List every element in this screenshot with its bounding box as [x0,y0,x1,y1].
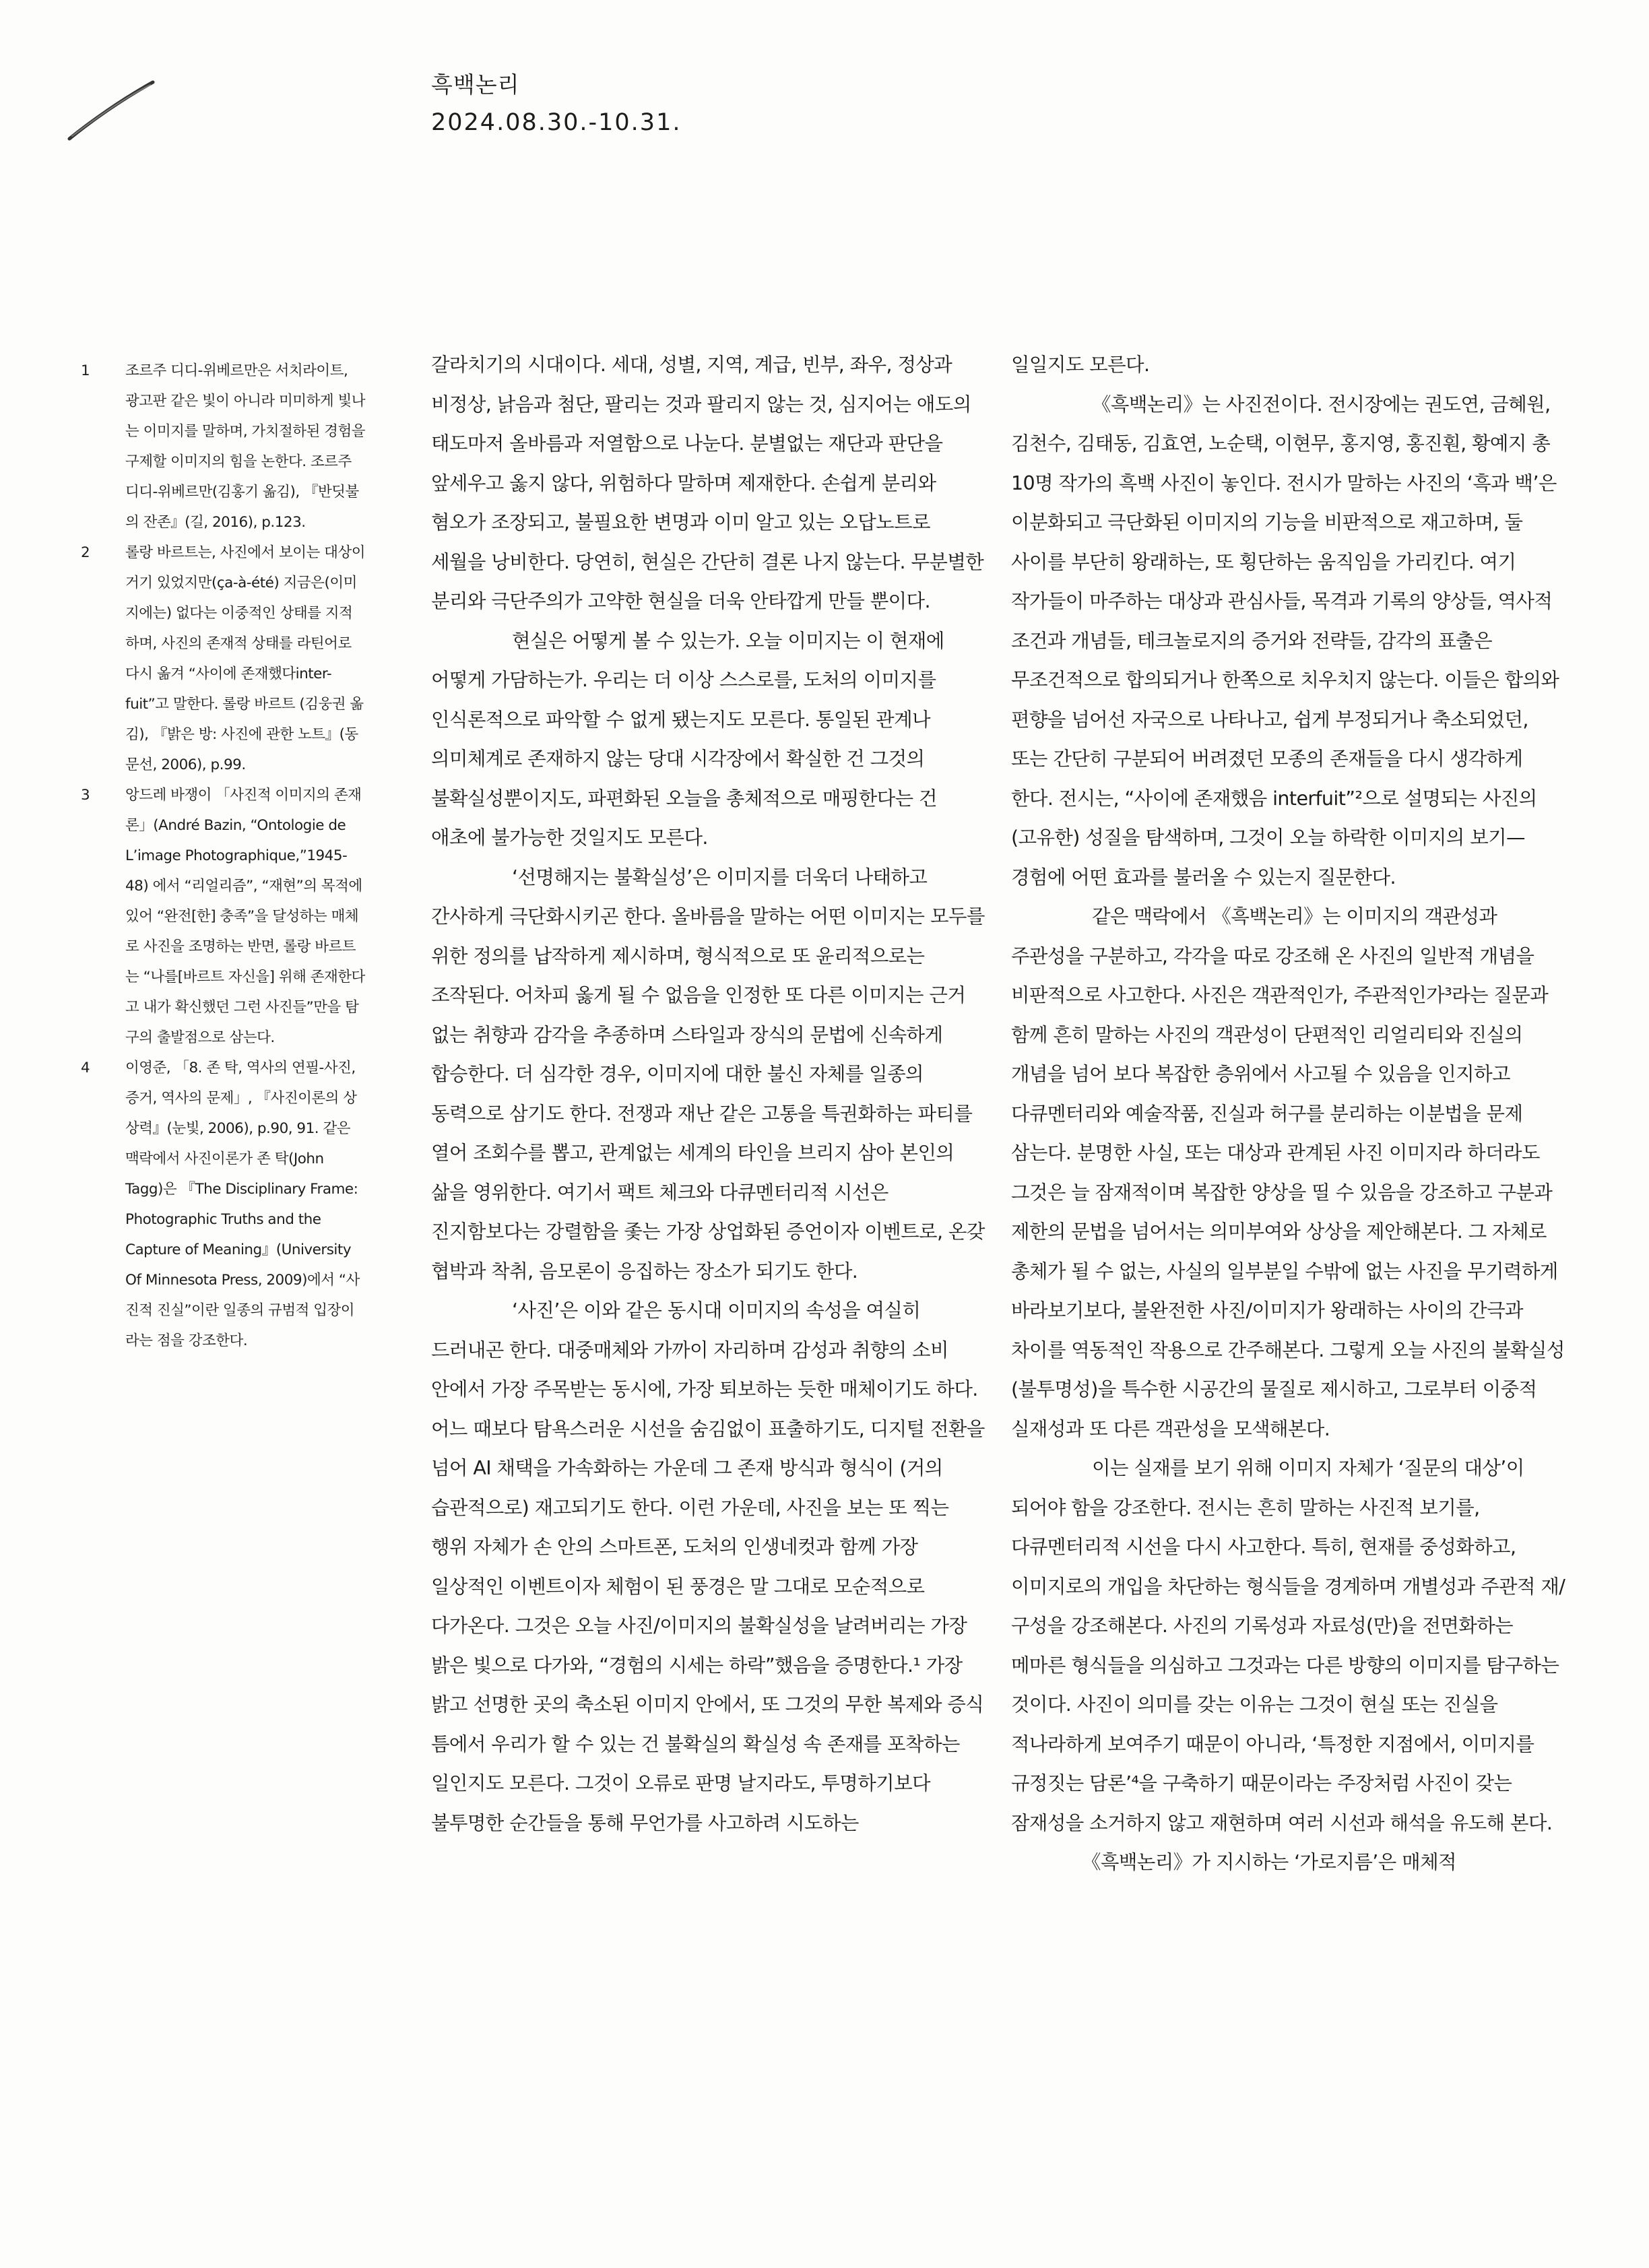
pencil-stroke-mark [64,79,158,143]
footnote-text: 앙드레 바쟁이 「사진적 이미지의 존재론」(André Bazin, “Ontologie de L’image Photographique,”1945-48) 에서 “리얼리즘”, “재현”의 목적에 있어 “완전[한] 충족”을 달성하는 매체로 사진을 조명하는 반면, 롤랑 바르트는 “나를[바르트 자신을] 위해 존재한다고 내가 확신했던 그런 사진들”만을 탐구의 출발점으로 삼는다. [125,787,365,1046]
footnote-text: 이영준, 「8. 존 탁, 역사의 연필-사진, 증거, 역사의 문제」, 『사진이론의 상상력』(눈빛, 2006), p.90, 91. 같은 맥락에서 사진이론가 존 탁(John Tagg)은 『The Disciplinary Frame: Photographic Truths and the Capture of Meaning』(University Of Minnesota Press, 2009)에서 “사진적 진실”이란 일종의 규범적 입장이라는 점을 강조한다. [125,1060,360,1349]
footnote-text: 롤랑 바르트는, 사진에서 보이는 대상이 거기 있었지만(ça-à-été) 지금은(이미지에는) 없다는 이중적인 상태를 지적하며, 사진의 존재적 상태를 라틴어로 다시 옮겨 “사이에 존재했다inter-fuit”고 말한다. 롤랑 바르트 (김웅권 옮김), 『밝은 방: 사진에 관한 노트』(동문선, 2006), p.99. [125,544,365,773]
body-paragraph: 갈라치기의 시대이다. 세대, 성별, 지역, 계급, 빈부, 좌우, 정상과 비정상, 낡음과 첨단, 팔리는 것과 팔리지 않는 것, 심지어는 애도의 태도마저 올바름과 저열함으로 나눈다. 분별없는 재단과 판단을 앞세우고 옳지 않다, 위험하다 말하며 제재한다. 손쉽게 분리와 혐오가 조장되고, 불필요한 변명과 이미 알고 있는 오답노트로 세월을 낭비한다. 당연히, 현실은 간단히 결론 나지 않는다. 무분별한 분리와 극단주의가 고약한 현실을 더욱 안타깝게 만들 뿐이다. [431,354,984,612]
body-column-left [431,346,987,1843]
body-column-right [1011,346,1570,1883]
exhibition-header [431,71,681,138]
footnote-number: 3 [81,787,90,804]
footnote [75,1053,365,1356]
exhibition-dates: 2024.08.30.-10.31. [431,108,682,136]
body-paragraph: 현실은 어떻게 볼 수 있는가. 오늘 이미지는 이 현재에 어떻게 가담하는가. 우리는 더 이상 스스로를, 도처의 이미지를 인식론적으로 파악할 수 없게 됐는지도 모른다. 통일된 관계나 의미체계로 존재하지 않는 당대 시각장에서 확실한 건 그것의 불확실성뿐이지도, 파편화된 오늘을 총체적으로 매핑한다는 건 애초에 불가능한 것일지도 모른다. [431,629,944,849]
body-paragraph: 이는 실재를 보기 위해 이미지 자체가 ‘질문의 대상’이 되어야 함을 강조한다. 전시는 흔히 말하는 사진적 보기를, 다큐멘터리적 시선을 다시 사고한다. 특히, 현재를 중성화하고, 이미지로의 개입을 차단하는 형식들을 경계하며 개별성과 주관적 재/구성을 강조해본다. 사진의 기록성과 자료성(만)을 전면화하는 메마른 형식들을 의심하고 그것과는 다른 방향의 이미지를 탐구하는 것이다. 사진이 의미를 갖는 이유는 그것이 현실 또는 진실을 적나라하게 보여주기 때문이 아니라, ‘특정한 지점에서, 이미지를 규정짓는 담론’⁴을 구축하기 때문이라는 주장처럼 사진이 갖는 잠재성을 소거하지 않고 재현하며 여러 시선과 해석을 유도해 본다. [1011,1457,1565,1834]
footnote [75,356,365,538]
exhibition-title: 흑백논리 [431,71,520,98]
footnote-number: 2 [81,544,90,561]
body-paragraph: 《흑백논리》는 사진전이다. 전시장에는 권도연, 금혜원, 김천수, 김태동, 김효연, 노순택, 이현무, 홍지영, 홍진훤, 황예지 총 10명 작가의 흑백 사진이 놓인다. 전시가 말하는 사진의 ‘흑과 백’은 이분화되고 극단화된 이미지의 기능을 비판적으로 재고하며, 둘 사이를 부단히 왕래하는, 또 횡단하는 움직임을 가리킨다. 여기 작가들이 마주하는 대상과 관심사들, 목격과 기록의 양상들, 역사적 조건과 개념들, 테크놀로지의 증거와 전략들, 감각의 표출은 무조건적으로 합의되거나 한쪽으로 치우치지 않는다. 이들은 합의와 편향을 넘어선 자국으로 나타나고, 쉽게 부정되거나 축소되었던, 또는 간단히 구분되어 버려졌던 모종의 존재들을 다시 생각하게 한다. 전시는, “사이에 존재했음 interfuit”²으로 설명되는 사진의 (고유한) 성질을 탐색하며, 그것이 오늘 하락한 이미지의 보기—경험에 어떤 효과를 불러올 수 있는지 질문한다. [1011,393,1559,888]
body-paragraph: 같은 맥락에서 《흑백논리》는 이미지의 객관성과 주관성을 구분하고, 각각을 따로 강조해 온 사진의 일반적 개념을 비판적으로 사고한다. 사진은 객관적인가, 주관적인가³라는 질문과 함께 흔히 말하는 사진의 객관성이 단편적인 리얼리티와 진실의 개념을 넘어 보다 복잡한 층위에서 사고될 수 있음을 인지하고 다큐멘터리와 예술작품, 진실과 허구를 분리하는 이분법을 문제 삼는다. 분명한 사실, 또는 대상과 관계된 사진 이미지라 하더라도 그것은 늘 잠재적이며 복잡한 양상을 띨 수 있음을 강조하고 구분과 제한의 문법을 넘어서는 의미부여와 상상을 제안해본다. 그 자체로 총체가 될 수 없는, 사실의 일부분일 수밖에 없는 사진을 무기력하게 바라보기보다, 불완전한 사진/이미지가 왕래하는 사이의 간극과 차이를 역동적인 작용으로 간주해본다. 그렇게 오늘 사진의 불확실성(불투명성)을 특수한 시공간의 물질로 제시하고, 그로부터 이중적 실재성과 또 다른 객관성을 모색해본다. [1011,905,1565,1440]
footnote-number: 1 [81,362,90,379]
body-paragraph: ‘선명해지는 불확실성’은 이미지를 더욱더 나태하고 간사하게 극단화시키곤 한다. 올바름을 말하는 어떤 이미지는 모두를 위한 정의를 납작하게 제시하며, 형식적으로 또 윤리적으로는 조작된다. 어차피 옳게 될 수 없음을 인정한 또 다른 이미지는 근거 없는 취향과 감각을 추종하며 스타일과 장식의 문법에 신속하게 합승한다. 더 심각한 경우, 이미지에 대한 불신 자체를 일종의 동력으로 삼기도 한다. 전쟁과 재난 같은 고통을 특권화하는 파티를 열어 조회수를 뽑고, 관계없는 세계의 타인을 브리지 삼아 본인의 삶을 영위한다. 여기서 팩트 체크와 다큐멘터리적 시선은 진지함보다는 강렬함을 좇는 가장 상업화된 증언이자 이벤트로, 온갖 협박과 착취, 음모론이 응집하는 장소가 되기도 한다. [431,866,985,1283]
body-paragraph: 일일지도 모른다. [1011,354,1150,376]
footnote-text: 조르주 디디-위베르만은 서치라이트, 광고판 같은 빛이 아니라 미미하게 빛나는 이미지를 말하며, 가치절하된 경험을 구제할 이미지의 힘을 논한다. 조르주 디디-위베르만(김홍기 옮김), 『반딧불의 잔존』(길, 2016), p.123. [125,362,365,531]
body-paragraph: ‘사진’은 이와 같은 동시대 이미지의 속성을 여실히 드러내곤 한다. 대중매체와 가까이 자리하며 감성과 취향의 소비 안에서 가장 주목받는 동시에, 가장 퇴보하는 듯한 매체이기도 하다. 어느 때보다 탐욕스러운 시선을 숨김없이 표출하기도, 디지털 전환을 넘어 AI 채택을 가속화하는 가운데 그 존재 방식과 형식이 (거의 습관적으로) 재고되기도 한다. 이런 가운데, 사진을 보는 또 찍는 행위 자체가 손 안의 스마트폰, 도처의 인생네컷과 함께 가장 일상적인 이벤트이자 체험이 된 풍경은 말 그대로 모순적으로 다가온다. 그것은 오늘 사진/이미지의 불확실성을 날려버리는 가장 밝은 빛으로 다가와, “경험의 시세는 하락”했음을 증명한다.¹ 가장 밝고 선명한 곳의 축소된 이미지 안에서, 또 그것의 무한 복제와 증식 틈에서 우리가 할 수 있는 건 불확실의 확실성 속 존재를 포착하는 일인지도 모른다. 그것이 오류로 판명 날지라도, 투명하기보다 불투명한 순간들을 통해 무언가를 사고하려 시도하는 [431,1299,985,1834]
footnote [75,538,365,780]
footnote [75,780,365,1053]
body-paragraph: 《흑백논리》가 지시하는 ‘가로지름’은 매체적 [1082,1851,1456,1873]
footnotes [75,356,365,1356]
footnote-number: 4 [81,1060,90,1076]
